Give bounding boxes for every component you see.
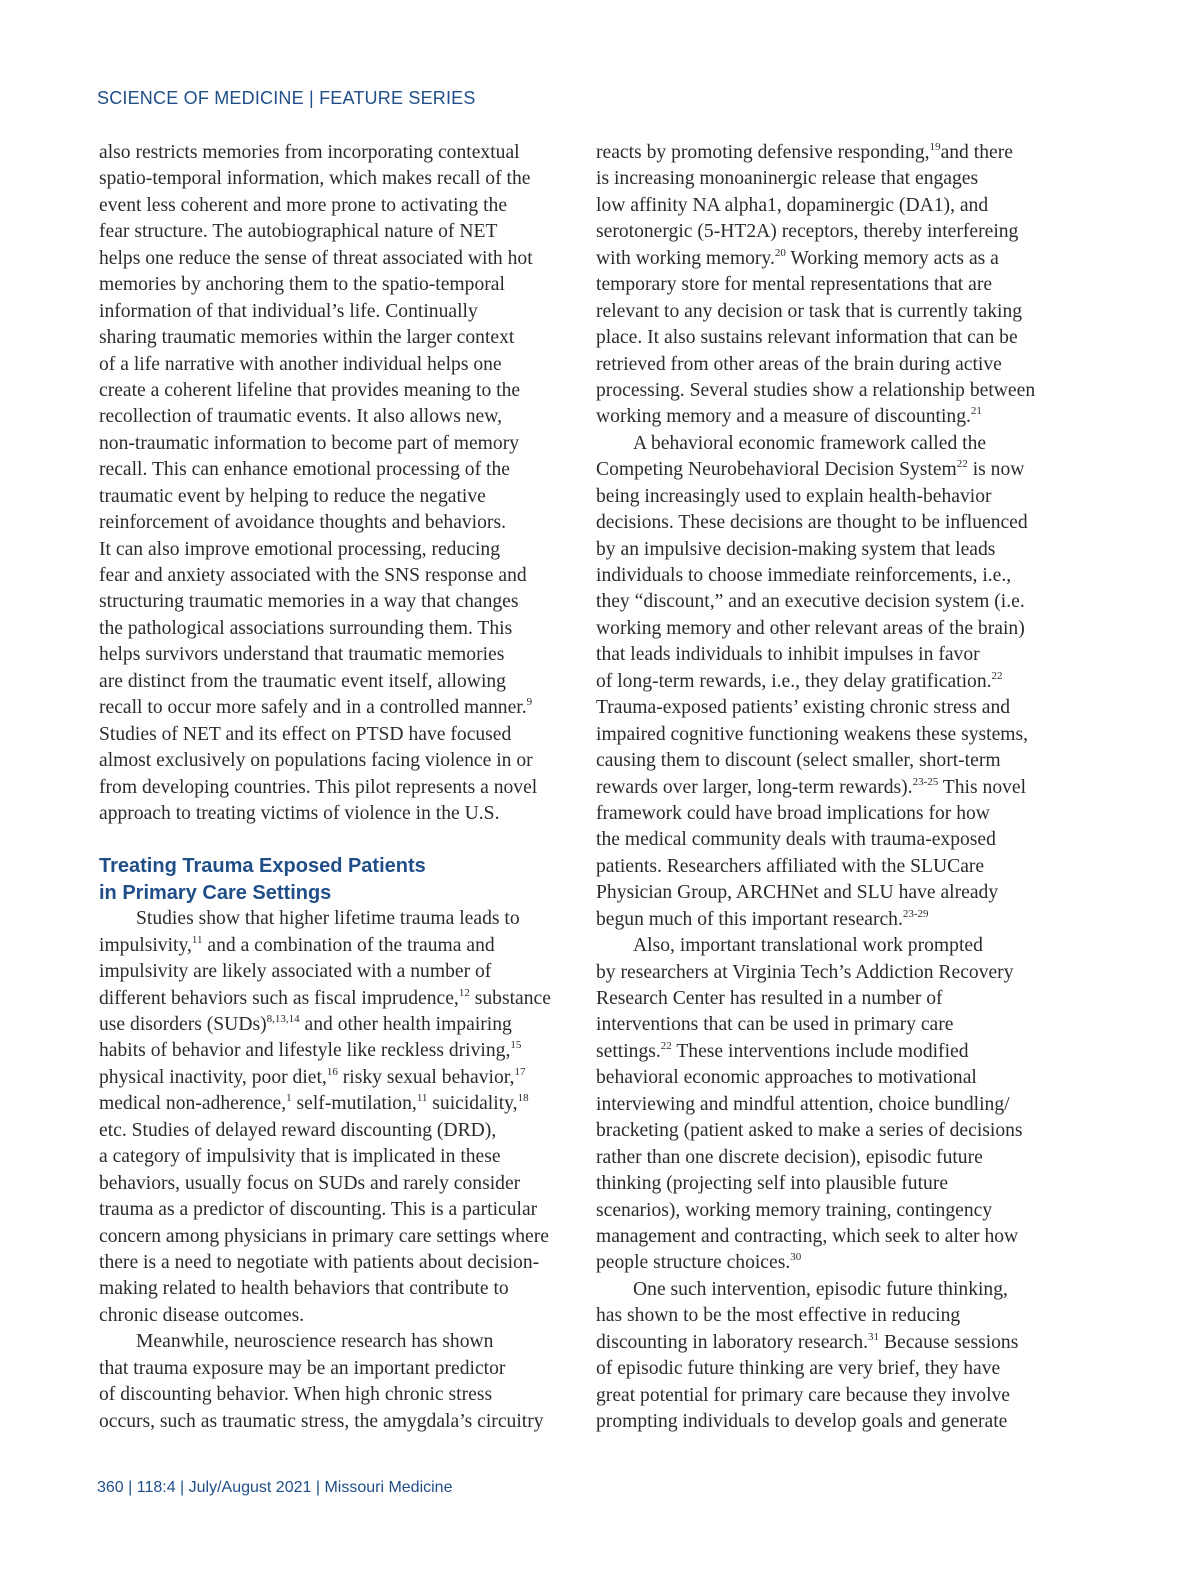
text-line: a category of impulsivity that is implicated in these — [99, 1146, 501, 1168]
text-line: etc. Studies of delayed reward discounting (DRD), — [99, 1119, 497, 1141]
text-line: trauma as a predictor of discounting. This is a particular — [99, 1199, 538, 1221]
text-line: retrieved from other areas of the brain during active — [596, 353, 1002, 375]
citation: 9 — [526, 696, 533, 709]
text-line: being increasingly used to explain health-behavior — [596, 485, 992, 507]
text-line: chronic disease outcomes. — [99, 1304, 305, 1326]
text-line: the medical community deals with trauma-exposed — [596, 829, 996, 851]
text-line: recollection of traumatic events. It also allows new, — [99, 406, 502, 428]
running-head: SCIENCE OF MEDICINE | FEATURE SERIES — [97, 88, 476, 108]
text-line: decisions. These decisions are thought to be influenced — [596, 512, 1028, 534]
left-column — [99, 140, 579, 1435]
text-line: working memory and a measure of discounting.$^{21}$ — [596, 405, 982, 428]
text-line: scenarios), working memory training, contingency — [596, 1199, 993, 1221]
text-line: traumatic event by helping to reduce the negative — [99, 485, 486, 507]
text-line: physical inactivity, poor diet,$^{16}$ risky sexual behavior,$^{17}$ — [99, 1065, 526, 1088]
text-line: processing. Several studies show a relationship between — [596, 379, 1036, 401]
text-line: are distinct from the traumatic event itself, allowing — [99, 670, 506, 692]
text-line: memories by anchoring them to the spatio-temporal — [99, 274, 505, 296]
text-line: relevant to any decision or task that is currently taking — [596, 300, 1023, 322]
text-line: the pathological associations surrounding them. This — [99, 617, 513, 639]
text-line: A behavioral economic framework called the — [633, 432, 987, 454]
text-line: It can also improve emotional processing, reducing — [99, 538, 501, 560]
text-line: Physician Group, ARCHNet and SLU have already — [596, 882, 999, 904]
text-line: people structure choices.$^{30}$ — [596, 1251, 802, 1274]
text-line: helps survivors understand that traumatic memories — [99, 644, 505, 666]
text-line: settings.$^{22}$ These interventions include modified — [596, 1039, 969, 1062]
text-line: non-traumatic information to become part of memory — [99, 432, 520, 454]
text-line: recall. This can enhance emotional processing of the — [99, 459, 510, 481]
text-line: temporary store for mental representations that are — [596, 274, 993, 296]
text-line: with working memory.$^{20}$ Working memory acts as a — [596, 246, 999, 269]
text-line: management and contracting, which seek to alter how — [596, 1225, 1019, 1247]
right-column — [596, 140, 1071, 1435]
text-line: impaired cognitive functioning weakens these systems, — [596, 723, 1029, 745]
text-line: that leads individuals to inhibit impulses in favor — [596, 644, 980, 666]
text-line: of episodic future thinking are very brief, they have — [596, 1358, 1001, 1380]
text-line: by researchers at Virginia Tech’s Addiction Recovery — [596, 961, 1014, 983]
text-line: behavioral economic approaches to motivational — [596, 1067, 977, 1089]
text-line: framework could have broad implications for how — [596, 802, 990, 824]
text-line: almost exclusively on populations facing violence in or — [99, 750, 533, 772]
section-heading: in Primary Care Settings — [99, 881, 332, 904]
text-line: concern among physicians in primary care settings where — [99, 1225, 549, 1247]
text-line: of a life narrative with another individual helps one — [99, 353, 502, 375]
text-line: thinking (projecting self into plausible future — [596, 1173, 949, 1195]
text-line: there is a need to negotiate with patients about decision- — [99, 1251, 540, 1273]
text-line: bracketing (patient asked to make a series of decisions — [596, 1120, 1023, 1142]
text-line: recall to occur more safely and in a controlled manner.$^9$ — [99, 696, 533, 719]
text-line: prompting individuals to develop goals and generate — [596, 1411, 1008, 1432]
text-line: has shown to be the most effective in reducing — [596, 1305, 961, 1327]
text-line: of discounting behavior. When high chronic stress — [99, 1384, 493, 1406]
text-line: reinforcement of avoidance thoughts and behaviors. — [99, 512, 506, 534]
text-line: structuring traumatic memories in a way that changes — [99, 591, 519, 613]
text-line: individuals to choose immediate reinforcements, i.e., — [596, 565, 1012, 586]
text-line: from developing countries. This pilot represents a novel — [99, 776, 538, 798]
text-line: use disorders (SUDs)$^{8,13,14}$ and other health impairing — [99, 1013, 512, 1035]
text-line: interviewing and mindful attention, choice bundling/ — [596, 1093, 1010, 1115]
text-line: is increasing monoaninergic release that engages — [596, 168, 979, 190]
text-line: fear structure. The autobiographical nature of NET — [99, 221, 498, 243]
text-line: by an impulsive decision-making system that leads — [596, 538, 996, 560]
text-line: information of that individual’s life. Continually — [99, 300, 478, 322]
text-line: discounting in laboratory research.$^{31}$ Because sessions — [596, 1330, 1019, 1353]
text-line: sharing traumatic memories within the larger context — [99, 327, 515, 349]
text-line: great potential for primary care because they involve — [596, 1384, 1011, 1406]
text-line: event less coherent and more prone to activating the — [99, 194, 508, 216]
section-heading: Treating Trauma Exposed Patients — [99, 855, 426, 878]
text-line: different behaviors such as fiscal imprudence,$^{12}$ substance — [99, 986, 551, 1009]
text-line: patients. Researchers affiliated with the SLUCare — [596, 855, 985, 877]
text-line: rather than one discrete decision), episodic future — [596, 1146, 983, 1168]
text-line: making related to health behaviors that contribute to — [99, 1278, 509, 1300]
text-line: create a coherent lifeline that provides meaning to the — [99, 379, 521, 401]
text-line: begun much of this important research.$^{23-29}$ — [596, 907, 929, 930]
text-line: low affinity NA alpha1, dopaminergic (DA1), and — [596, 194, 989, 216]
text-line: spatio-temporal information, which makes recall of the — [99, 168, 531, 190]
text-line: of long-term rewards, i.e., they delay gratification.$^{22}$ — [596, 669, 1003, 692]
text-line: also restricts memories from incorporating contextual — [99, 142, 520, 163]
text-line: serotonergic (5-HT2A) receptors, thereby interfereing — [596, 221, 1019, 243]
text-line: approach to treating victims of violence in the U.S. — [99, 802, 500, 824]
text-line: they “discount,” and an executive decision system (i.e. — [596, 591, 1025, 613]
text-line: occurs, such as traumatic stress, the amygdala’s circuitry — [99, 1410, 544, 1432]
text-line: causing them to discount (select smaller, short-term — [596, 750, 1001, 772]
text-line: behaviors, usually focus on SUDs and rarely consider — [99, 1172, 521, 1194]
text-line: helps one reduce the sense of threat associated with hot — [99, 247, 533, 269]
text-line: One such intervention, episodic future thinking, — [633, 1278, 1008, 1300]
text-line: rewards over larger, long-term rewards).$^{23-25}$ This novel — [596, 775, 1027, 798]
text-line: Research Center has resulted in a number of — [596, 988, 943, 1009]
text-line: impulsivity,$^{11}$ and a combination of the trauma and — [99, 933, 495, 956]
text-line: Studies of NET and its effect on PTSD have focused — [99, 723, 512, 745]
text-line: place. It also sustains relevant information that can be — [596, 327, 1018, 349]
text-line: fear and anxiety associated with the SNS response and — [99, 565, 527, 586]
text-line: working memory and other relevant areas of the brain) — [596, 617, 1025, 639]
text-line: Also, important translational work prompted — [633, 935, 983, 957]
text-line: habits of behavior and lifestyle like reckless driving,$^{15}$ — [99, 1039, 522, 1062]
text-line: interventions that can be used in primary care — [596, 1014, 954, 1036]
text-line: that trauma exposure may be an important predictor — [99, 1357, 506, 1379]
page-footer: 360 | 118:4 | July/August 2021 | Missouri Medicine — [97, 1479, 453, 1496]
text-line: reacts by promoting defensive responding,$^{19}$and there — [596, 141, 1013, 163]
text-line: Competing Neurobehavioral Decision System$^{22}$ is now — [596, 458, 1025, 481]
text-line: Meanwhile, neuroscience research has shown — [136, 1331, 494, 1353]
text-line: medical non-adherence,$^1$ self-mutilation,$^{11}$ suicidality,$^{18}$ — [99, 1092, 529, 1115]
text-line: Trauma-exposed patients’ existing chronic stress and — [596, 697, 1011, 719]
text-line: impulsivity are likely associated with a number of — [99, 961, 492, 983]
text-line: Studies show that higher lifetime trauma leads to — [136, 908, 520, 930]
